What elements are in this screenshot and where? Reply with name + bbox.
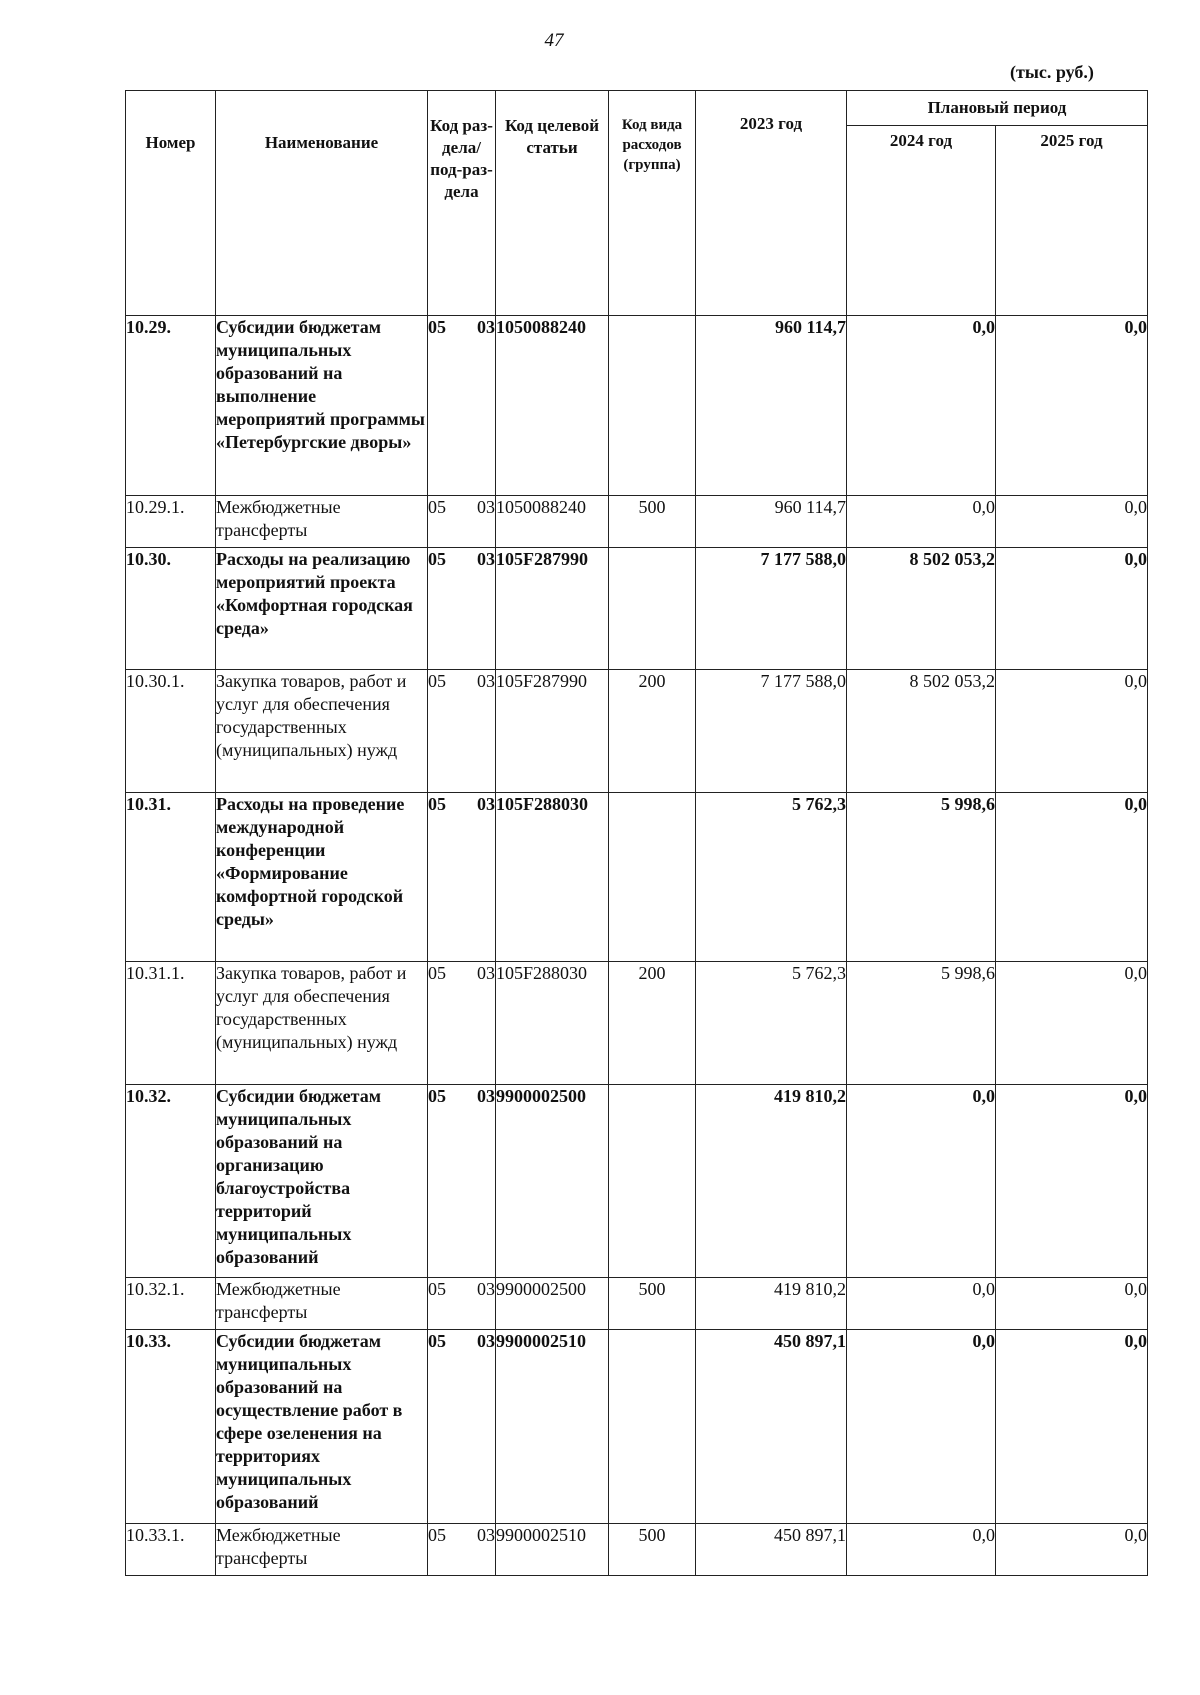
table-body (126, 316, 1148, 1576)
row-razdel: 05 (428, 794, 446, 814)
row-amount-2025: 0,0 (996, 962, 1148, 1085)
header-expense-group: Код вида расходов (группа) (609, 91, 696, 316)
row-target-code: 105F288030 (496, 962, 609, 1085)
row-section-code (428, 548, 496, 670)
row-amount-2024: 0,0 (847, 1278, 996, 1330)
row-name: Закупка товаров, работ и услуг для обеспечения государственных (муниципальных) нужд (216, 962, 428, 1085)
row-section-code (428, 670, 496, 793)
row-number: 10.30.1. (126, 670, 216, 793)
table-row (126, 670, 1148, 793)
row-number: 10.33.1. (126, 1524, 216, 1576)
row-amount-2024: 5 998,6 (847, 793, 996, 962)
row-podrazdel: 03 (477, 497, 495, 517)
row-amount-2024: 8 502 053,2 (847, 670, 996, 793)
row-number: 10.30. (126, 548, 216, 670)
row-target-code: 9900002510 (496, 1330, 609, 1524)
row-amount-2024: 8 502 053,2 (847, 548, 996, 670)
row-amount-2025: 0,0 (996, 793, 1148, 962)
row-podrazdel: 03 (477, 671, 495, 691)
table-row (126, 1278, 1148, 1330)
row-number: 10.31.1. (126, 962, 216, 1085)
row-target-code: 105F288030 (496, 793, 609, 962)
row-name: Закупка товаров, работ и услуг для обеспечения государственных (муниципальных) нужд (216, 670, 428, 793)
row-expense-group: 200 (609, 962, 696, 1085)
row-section-code (428, 1524, 496, 1576)
row-amount-2023: 450 897,1 (696, 1330, 847, 1524)
row-amount-2023: 960 114,7 (696, 316, 847, 496)
header-section-code: Код раз-дела/ под-раз-дела (428, 91, 496, 316)
table-row (126, 1524, 1148, 1576)
header-name: Наименование (216, 91, 428, 316)
row-number: 10.29. (126, 316, 216, 496)
row-razdel: 05 (428, 497, 446, 517)
row-section-code (428, 1278, 496, 1330)
row-amount-2025: 0,0 (996, 548, 1148, 670)
row-podrazdel: 03 (477, 1086, 495, 1106)
row-razdel: 05 (428, 1279, 446, 1299)
header-year-2024: 2024 год (847, 126, 996, 316)
row-podrazdel: 03 (477, 1279, 495, 1299)
row-amount-2023: 419 810,2 (696, 1085, 847, 1278)
row-expense-group (609, 316, 696, 496)
table-row (126, 1330, 1148, 1524)
header-planned-period: Плановый период (847, 91, 1148, 126)
row-target-code: 1050088240 (496, 496, 609, 548)
row-amount-2024: 0,0 (847, 316, 996, 496)
row-razdel: 05 (428, 317, 446, 337)
row-amount-2025: 0,0 (996, 316, 1148, 496)
row-name: Расходы на проведение международной конференции «Формирование комфортной городской среды» (216, 793, 428, 962)
row-podrazdel: 03 (477, 317, 495, 337)
row-expense-group (609, 793, 696, 962)
row-amount-2025: 0,0 (996, 1524, 1148, 1576)
table-row (126, 962, 1148, 1085)
row-number: 10.33. (126, 1330, 216, 1524)
row-section-code (428, 1330, 496, 1524)
row-expense-group: 500 (609, 1524, 696, 1576)
row-amount-2024: 0,0 (847, 496, 996, 548)
row-number: 10.32.1. (126, 1278, 216, 1330)
row-amount-2024: 5 998,6 (847, 962, 996, 1085)
row-target-code: 105F287990 (496, 548, 609, 670)
row-name: Расходы на реализацию мероприятий проекта «Комфортная городская среда» (216, 548, 428, 670)
row-amount-2024: 0,0 (847, 1524, 996, 1576)
row-amount-2023: 960 114,7 (696, 496, 847, 548)
row-podrazdel: 03 (477, 1525, 495, 1545)
row-expense-group (609, 1330, 696, 1524)
row-section-code (428, 496, 496, 548)
row-razdel: 05 (428, 549, 446, 569)
row-expense-group (609, 548, 696, 670)
header-year-2023: 2023 год (696, 91, 847, 316)
row-podrazdel: 03 (477, 963, 495, 983)
row-amount-2025: 0,0 (996, 496, 1148, 548)
row-number: 10.32. (126, 1085, 216, 1278)
row-section-code (428, 316, 496, 496)
row-razdel: 05 (428, 1331, 446, 1351)
row-name: Межбюджетные трансферты (216, 496, 428, 548)
row-name: Межбюджетные трансферты (216, 1524, 428, 1576)
row-section-code (428, 962, 496, 1085)
row-expense-group: 500 (609, 1278, 696, 1330)
row-podrazdel: 03 (477, 794, 495, 814)
row-section-code (428, 793, 496, 962)
row-amount-2023: 7 177 588,0 (696, 670, 847, 793)
row-razdel: 05 (428, 1086, 446, 1106)
row-amount-2025: 0,0 (996, 670, 1148, 793)
row-razdel: 05 (428, 963, 446, 983)
table-row (126, 496, 1148, 548)
row-expense-group (609, 1085, 696, 1278)
row-target-code: 1050088240 (496, 316, 609, 496)
row-target-code: 105F287990 (496, 670, 609, 793)
row-section-code (428, 1085, 496, 1278)
row-number: 10.29.1. (126, 496, 216, 548)
budget-table (125, 90, 1148, 1576)
row-target-code: 9900002500 (496, 1278, 609, 1330)
row-name: Субсидии бюджетам муниципальных образований на осуществление работ в сфере озеленения на территориях муниципальных образований (216, 1330, 428, 1524)
row-expense-group: 500 (609, 496, 696, 548)
row-amount-2023: 419 810,2 (696, 1278, 847, 1330)
header-number: Номер (126, 91, 216, 316)
row-podrazdel: 03 (477, 549, 495, 569)
row-amount-2023: 450 897,1 (696, 1524, 847, 1576)
row-amount-2023: 7 177 588,0 (696, 548, 847, 670)
row-amount-2025: 0,0 (996, 1330, 1148, 1524)
row-target-code: 9900002510 (496, 1524, 609, 1576)
header-year-2025: 2025 год (996, 126, 1148, 316)
row-amount-2025: 0,0 (996, 1085, 1148, 1278)
table-row (126, 1085, 1148, 1278)
row-amount-2023: 5 762,3 (696, 793, 847, 962)
row-target-code: 9900002500 (496, 1085, 609, 1278)
row-amount-2024: 0,0 (847, 1085, 996, 1278)
table-row (126, 793, 1148, 962)
row-amount-2025: 0,0 (996, 1278, 1148, 1330)
row-razdel: 05 (428, 1525, 446, 1545)
table-row (126, 316, 1148, 496)
row-name: Межбюджетные трансферты (216, 1278, 428, 1330)
page-number: 47 (544, 30, 564, 51)
row-razdel: 05 (428, 671, 446, 691)
row-expense-group: 200 (609, 670, 696, 793)
row-name: Субсидии бюджетам муниципальных образований на организацию благоустройства территорий муниципальных образований (216, 1085, 428, 1278)
row-podrazdel: 03 (477, 1331, 495, 1351)
units-label: (тыс. руб.) (1010, 62, 1094, 82)
row-number: 10.31. (126, 793, 216, 962)
table-row (126, 548, 1148, 670)
row-amount-2023: 5 762,3 (696, 962, 847, 1085)
row-amount-2024: 0,0 (847, 1330, 996, 1524)
row-name: Субсидии бюджетам муниципальных образований на выполнение мероприятий программы «Петербургские дворы» (216, 316, 428, 496)
header-target-code: Код целевой статьи (496, 91, 609, 316)
